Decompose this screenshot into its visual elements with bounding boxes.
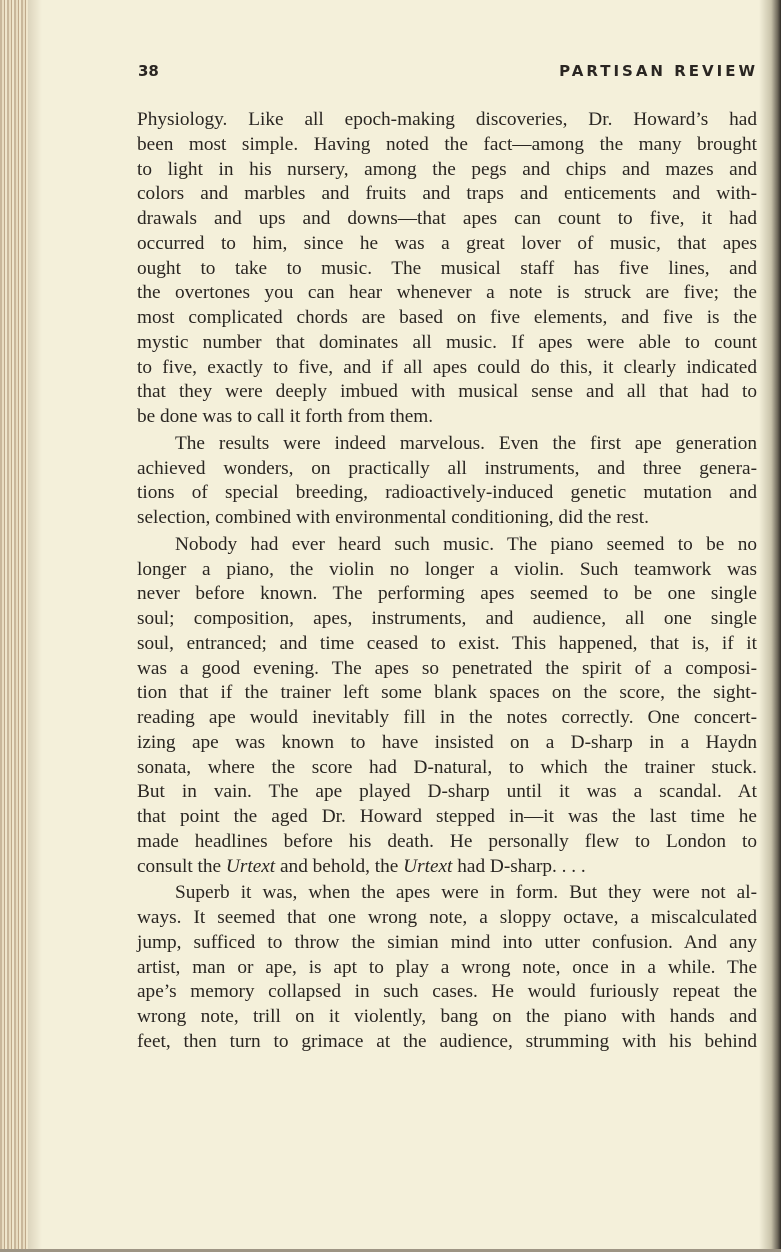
text-line: artist, man or ape, is apt to play a wrong note, once in a while. The — [137, 956, 757, 978]
italic-title: Urtext — [225, 855, 276, 877]
text-line: ways. It seemed that one wrong note, a sloppy octave, a miscalculated — [137, 907, 757, 928]
text-line: ape’s memory collapsed in such cases. He would furiously repeat the — [137, 981, 757, 1003]
text-line: never before known. The performing apes seemed to be one single — [137, 583, 757, 605]
text-line: izing ape was known to have insisted on a D-sharp in a Haydn — [137, 731, 757, 753]
text-line: wrong note, trill on it violently, bang on the piano with hands and — [137, 1006, 757, 1027]
text-line: been most simple. Having noted the fact—among the many brought — [137, 133, 757, 155]
paragraph — [137, 881, 757, 1054]
text-line: made headlines before his death. He personally flew to London to — [137, 830, 757, 852]
text-line: to five, exactly to five, and if all apes could do this, it clearly indicated — [137, 356, 757, 378]
text-line: Physiology. Like all epoch-making discoveries, Dr. Howard’s had — [137, 109, 757, 130]
text-line: selection, combined with environmental conditioning, did the rest. — [137, 507, 649, 528]
text-line: was a good evening. The apes so penetrated the spirit of a composi- — [137, 657, 757, 679]
text-line: soul, entranced; and time ceased to exist. This happened, that is, if it — [137, 632, 757, 654]
text-line: Superb it was, when the apes were in form. But they were not al- — [175, 882, 757, 904]
paragraph — [137, 533, 757, 880]
running-title: PARTISAN REVIEW — [559, 62, 758, 80]
page-number: 38 — [138, 62, 159, 80]
text-line: jump, sufficed to throw the simian mind into utter confusion. And any — [137, 931, 757, 953]
body-text — [137, 108, 757, 1055]
text-line: to light in his nursery, among the pegs and chips and mazes and — [137, 158, 757, 180]
text-line: mystic number that dominates all music. If apes were able to count — [137, 331, 757, 353]
text-line: occurred to him, since he was a great lover of music, that apes — [137, 232, 757, 254]
text-line: drawals and ups and downs—that apes can count to five, it had — [137, 208, 757, 229]
text-line: achieved wonders, on practically all instruments, and three genera- — [137, 457, 757, 479]
text-line: most complicated chords are based on five elements, and five is the — [137, 307, 757, 328]
text-line: The results were indeed marvelous. Even the first ape generation — [175, 432, 757, 454]
text-line: Nobody had ever heard such music. The piano seemed to be no — [175, 533, 757, 555]
text-line: sonata, where the score had D-natural, to which the trainer stuck. — [137, 756, 757, 778]
text-line: reading ape would inevitably fill in the notes correctly. One concert- — [137, 707, 757, 728]
text-line: colors and marbles and fruits and traps and enticements and with- — [137, 183, 757, 205]
text-line: soul; composition, apes, instruments, and audience, all one single — [137, 608, 757, 629]
text-line: tions of special breeding, radioactively-induced genetic mutation and — [137, 482, 757, 504]
text-line: longer a piano, the violin no longer a violin. Such teamwork was — [137, 558, 757, 580]
italic-title: Urtext — [403, 855, 453, 877]
text-line: be done was to call it forth from them. — [137, 406, 434, 427]
binding-shadow — [759, 0, 781, 1252]
text-line: that point the aged Dr. Howard stepped in—it was the last time he — [137, 806, 757, 827]
paragraph — [137, 108, 757, 430]
text-line: ought to take to music. The musical staff has five lines, and — [137, 257, 757, 279]
text-line: But in vain. The ape played D-sharp until it was a scandal. At — [137, 781, 757, 803]
text-line: the overtones you can hear whenever a note is struck are five; the — [137, 282, 757, 304]
text-segment: had D-sharp. . . . — [452, 855, 586, 877]
text-line: that they were deeply imbued with musical sense and all that had to — [137, 381, 757, 403]
page-stack-edge — [0, 0, 28, 1252]
running-header — [138, 62, 758, 86]
paragraph — [137, 432, 757, 531]
text-line — [137, 855, 757, 880]
text-line: feet, then turn to grimace at the audience, strumming with his behind — [137, 1030, 757, 1052]
text-segment: consult the — [137, 855, 226, 877]
text-line: tion that if the trainer left some blank spaces on the score, the sight- — [137, 682, 757, 704]
text-segment: and behold, the — [275, 855, 404, 877]
